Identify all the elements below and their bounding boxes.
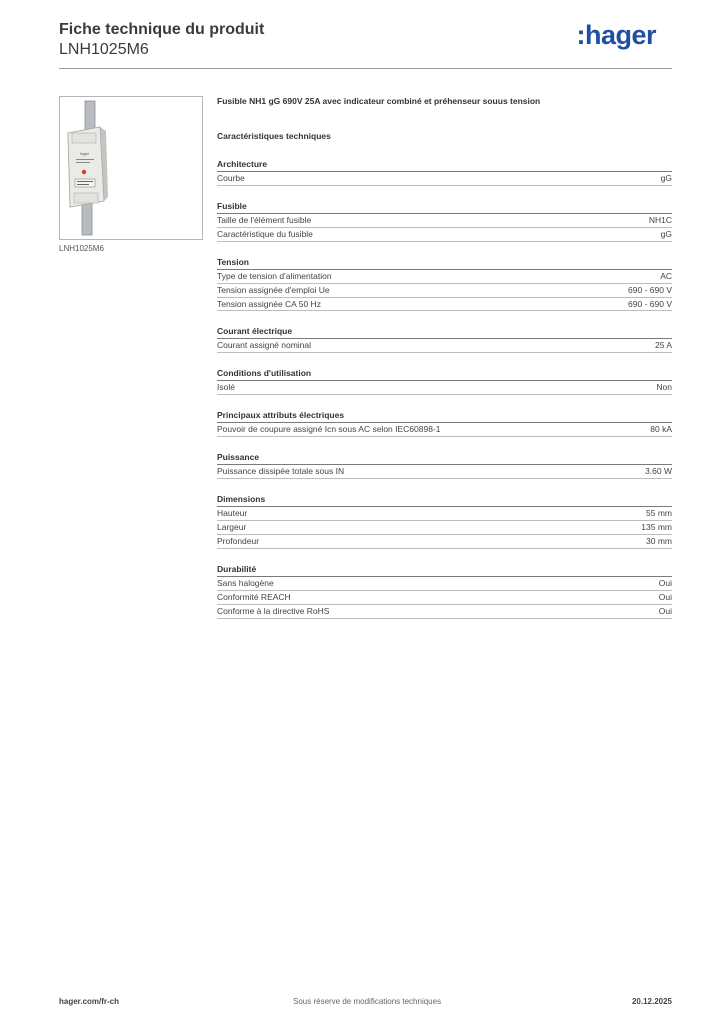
spec-label: Tension assignée CA 50 Hz (217, 298, 321, 309)
spec-value: 3.60 W (645, 466, 672, 477)
spec-value: 55 mm (646, 508, 672, 519)
spec-row (217, 465, 672, 479)
product-reference: LNH1025M6 (59, 41, 149, 58)
spec-value: gG (660, 173, 672, 183)
spec-label: Largeur (217, 521, 247, 532)
spec-section (217, 158, 672, 186)
spec-row (217, 507, 672, 521)
spec-label: Sans halogène (217, 577, 274, 588)
spec-section (217, 493, 672, 549)
spec-section-title: Puissance (217, 451, 672, 465)
product-image (59, 96, 203, 240)
spec-section-title: Dimensions (217, 493, 672, 507)
logo-text: hager (584, 20, 656, 50)
spec-section-title: Conditions d'utilisation (217, 367, 672, 381)
spec-row (217, 298, 672, 312)
spec-value: 25 A (654, 340, 672, 351)
spec-sections (217, 158, 672, 619)
hager-logo: :hager (576, 20, 656, 50)
spec-section-title: Tension (217, 256, 672, 270)
spec-label: Taille de l'élément fusible (217, 214, 312, 225)
spec-label: Tension assignée d'emploi Ue (217, 284, 330, 295)
spec-value: Oui (658, 591, 672, 602)
spec-value: Oui (658, 605, 672, 616)
spec-row (217, 270, 672, 284)
spec-section (217, 409, 672, 437)
spec-row (217, 423, 672, 437)
tech-specs-title: Caractéristiques techniques (217, 131, 331, 141)
spec-label: Pouvoir de coupure assigné Icn sous AC selon IEC60898-1 (217, 424, 441, 435)
spec-section (217, 325, 672, 353)
spec-section-title: Fusible (217, 200, 672, 214)
spec-section (217, 563, 672, 619)
spec-section (217, 256, 672, 312)
spec-label: Type de tension d'alimentation (217, 270, 332, 281)
spec-value: 30 mm (646, 535, 672, 546)
spec-label: Courbe (217, 173, 245, 183)
spec-value: 135 mm (641, 521, 672, 532)
spec-section-title: Principaux attributs électriques (217, 409, 672, 423)
spec-row (217, 535, 672, 549)
product-description: Fusible NH1 gG 690V 25A avec indicateur combiné et préhenseur souus tension (217, 96, 541, 106)
spec-row (217, 284, 672, 298)
spec-row (217, 339, 672, 353)
spec-row (217, 605, 672, 619)
spec-label: Hauteur (217, 508, 248, 519)
page-title: Fiche technique du produit (59, 21, 265, 38)
spec-value: 690 - 690 V (628, 284, 672, 295)
spec-row (217, 172, 672, 186)
spec-section (217, 367, 672, 395)
svg-text:hager: hager (80, 152, 89, 156)
spec-row (217, 577, 672, 591)
spec-label: Isolé (217, 382, 235, 393)
spec-value: AC (660, 270, 672, 281)
spec-row (217, 591, 672, 605)
spec-value: Non (656, 382, 672, 393)
spec-value: 690 - 690 V (628, 298, 672, 309)
spec-section (217, 451, 672, 479)
spec-value: 80 kA (650, 424, 672, 435)
spec-row (217, 381, 672, 395)
spec-label: Conformité REACH (217, 591, 291, 602)
spec-section-title: Durabilité (217, 563, 672, 577)
product-image-caption: LNH1025M6 (59, 244, 104, 253)
footer-date: 20.12.2025 (631, 997, 672, 1006)
footer-notice: Sous réserve de modifications techniques (293, 997, 442, 1006)
header-divider (59, 68, 672, 69)
spec-row (217, 521, 672, 535)
spec-label: Courant assigné nominal (217, 340, 312, 351)
product-details (217, 96, 672, 619)
spec-section (217, 200, 672, 242)
spec-row (217, 228, 672, 242)
spec-value: Oui (658, 577, 672, 588)
spec-section-title: Courant électrique (217, 325, 672, 339)
page-header (59, 20, 672, 68)
fuse-illustration (60, 97, 202, 239)
spec-label: Caractéristique du fusible (217, 228, 313, 239)
spec-label: Profondeur (217, 535, 260, 546)
spec-label: Conforme à la directive RoHS (217, 605, 330, 616)
spec-value: NH1C (648, 214, 672, 225)
footer-website: hager.com/fr-ch (59, 997, 120, 1006)
spec-label: Puissance dissipée totale sous IN (217, 466, 345, 477)
spec-section-title: Architecture (217, 158, 672, 172)
spec-value: gG (660, 228, 672, 239)
spec-row (217, 214, 672, 228)
